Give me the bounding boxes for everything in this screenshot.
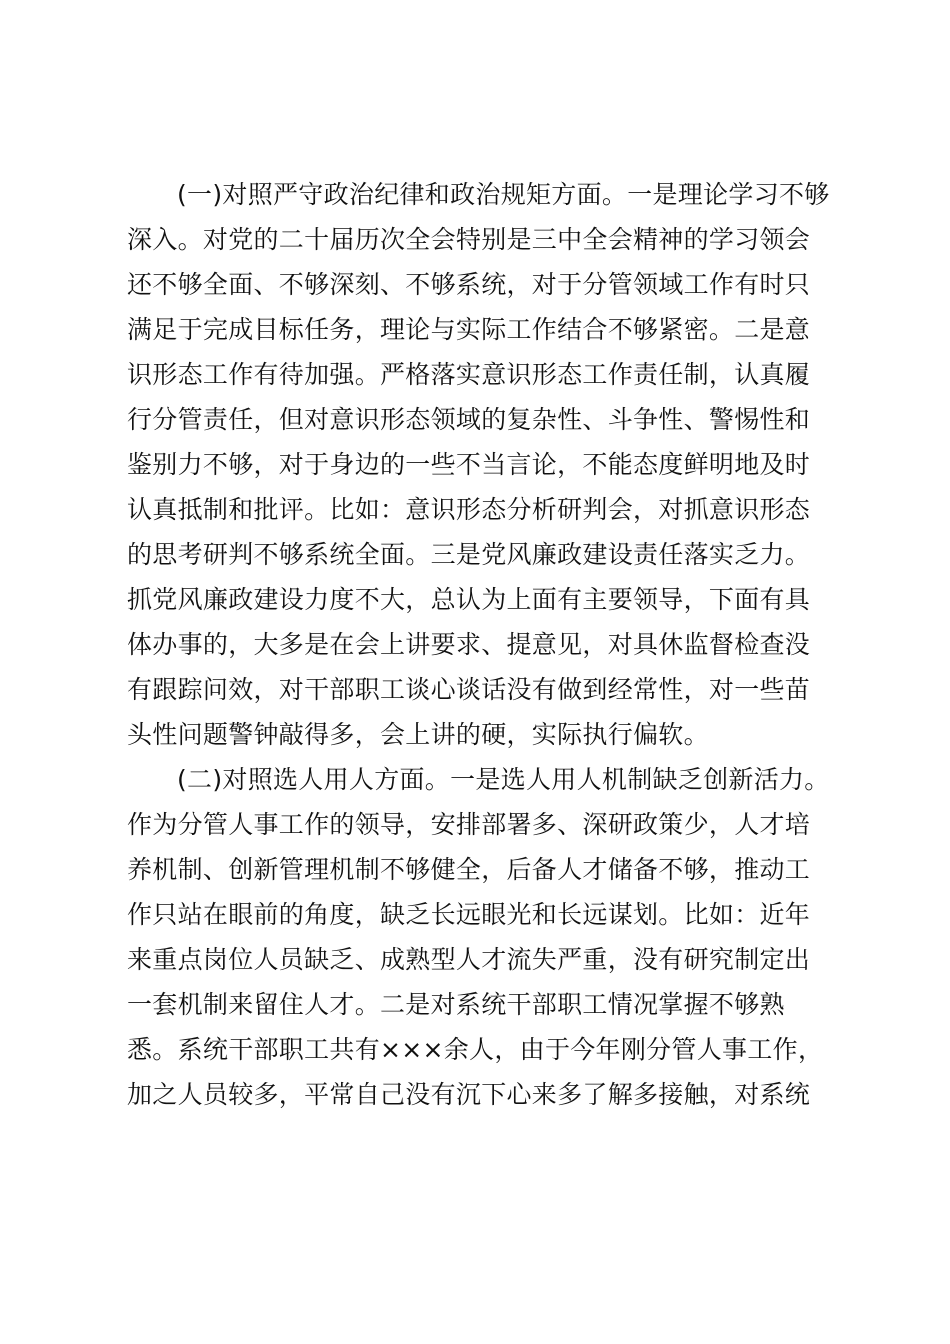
text-line: 行分管责任，但对意识形态领域的复杂性、斗争性、警惕性和 (127, 405, 811, 434)
text-line: 来重点岗位人员缺乏、成熟型人才流失严重，没有研究制定出 (127, 945, 811, 974)
text-line: 还不够全面、不够深刻、不够系统，对于分管领域工作有时只 (127, 270, 811, 299)
text-line: 满足于完成目标任务，理论与实际工作结合不够紧密。二是意 (127, 315, 811, 344)
text-line: 识形态工作有待加强。严格落实意识形态工作责任制，认真履 (127, 360, 811, 389)
text-line: 的思考研判不够系统全面。三是党风廉政建设责任落实乏力。 (127, 540, 811, 569)
text-line: 认真抵制和批评。比如：意识形态分析研判会，对抓意识形态 (127, 495, 811, 524)
text-line: (一)对照严守政治纪律和政治规矩方面。一是理论学习不够 (177, 180, 830, 209)
text-line: 加之人员较多，平常自己没有沉下心来多了解多接触，对系统 (127, 1080, 811, 1109)
text-line: 作为分管人事工作的领导，安排部署多、深研政策少，人才培 (127, 810, 811, 839)
document-body (127, 172, 830, 1117)
text-line: 养机制、创新管理机制不够健全，后备人才储备不够，推动工 (127, 855, 811, 884)
text-line: (二)对照选人用人方面。一是选人用人机制缺乏创新活力。 (177, 765, 830, 794)
text-line: 鉴别力不够，对于身边的一些不当言论，不能态度鲜明地及时 (127, 450, 811, 479)
text-line: 抓党风廉政建设力度不大，总认为上面有主要领导，下面有具 (127, 585, 811, 614)
text-line: 一套机制来留住人才。二是对系统干部职工情况掌握不够熟 (127, 990, 785, 1019)
text-line: 悉。系统干部职工共有×××余人，由于今年刚分管人事工作， (127, 1035, 824, 1064)
text-line: 深入。对党的二十届历次全会特别是三中全会精神的学习领会 (127, 225, 811, 254)
text-line: 体办事的，大多是在会上讲要求、提意见，对具休监督检查没 (127, 630, 811, 659)
text-line: 作只站在眼前的角度，缺乏长远眼光和长远谋划。比如：近年 (127, 900, 811, 929)
text-line: 头性问题警钟敲得多，会上讲的硬，实际执行偏软。 (127, 720, 709, 749)
text-line: 有跟踪问效，对干部职工谈心谈话没有做到经常性，对一些苗 (127, 675, 811, 704)
